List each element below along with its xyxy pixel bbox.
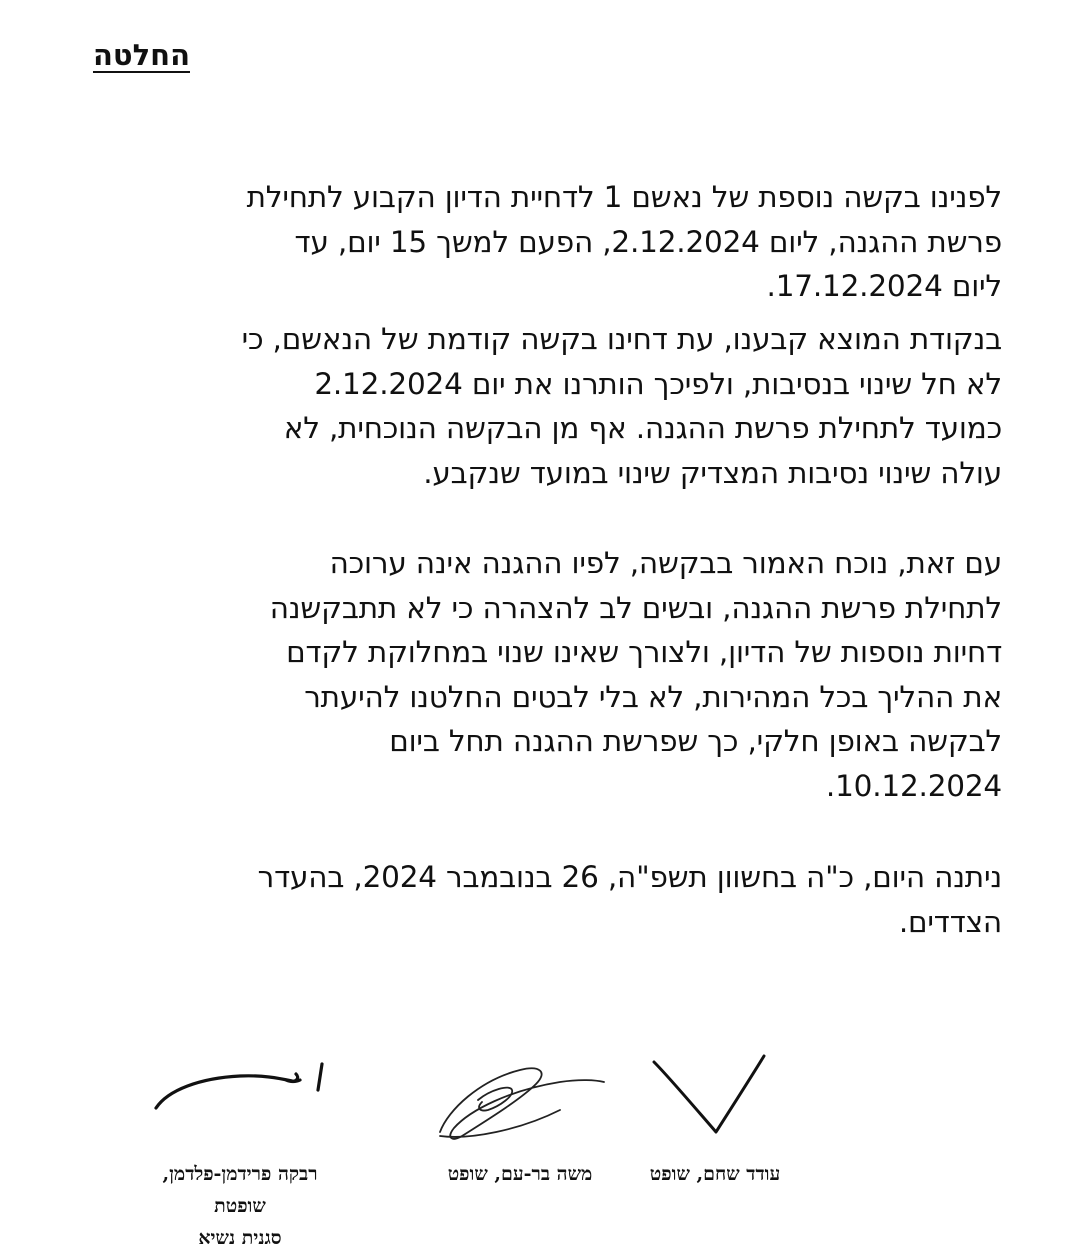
paragraph-line: הצדדים. bbox=[898, 904, 1002, 939]
judge-signature-rivka-friedman-feldman bbox=[120, 1158, 360, 1254]
paragraph-line: ליום 17.12.2024. bbox=[766, 269, 1002, 303]
paragraph-line: פרשת ההגנה, ליום 2.12.2024, הפעם למשך 15 יום, עד bbox=[294, 224, 1002, 259]
paragraph-line: בנקודת המוצא קבענו, עת דחינו בקשה קודמת של הנאשם, כי bbox=[241, 322, 1002, 356]
handwritten-signatures bbox=[0, 1040, 1080, 1150]
paragraph-request bbox=[72, 175, 1002, 309]
judge-name: רבקה פרידמן-פלדמן, bbox=[162, 1163, 318, 1185]
paragraph-line: לבקשה באופן חלקי, כך שפרשת ההגנה תחל ביום bbox=[389, 724, 1002, 758]
judge-name: עודד שחם, שופט bbox=[649, 1163, 781, 1185]
signature-judge-2 bbox=[440, 1068, 604, 1138]
judge-role: שופטת bbox=[214, 1195, 266, 1217]
paragraph-starting-point bbox=[72, 317, 1002, 495]
document-title: החלטה bbox=[92, 38, 190, 72]
judge-name: משה בר-עם, שופט bbox=[447, 1163, 593, 1185]
paragraph-line: לא חל שינוי בנסיבות, ולפיכך הותרנו את יום 2.12.2024 bbox=[314, 366, 1002, 401]
paragraph-line: דחיות נוספות של הדיון, ולצורך שאינו שנוי במחלוקת לקדם bbox=[286, 635, 1002, 669]
paragraph-line: ניתנה היום, כ"ה בחשוון תשפ"ה, 26 בנובמבר 2024, בהעדר bbox=[257, 860, 1002, 894]
signature-judge-1 bbox=[654, 1056, 764, 1132]
paragraph-ruling bbox=[72, 541, 1002, 808]
signature-judge-3 bbox=[156, 1064, 322, 1108]
paragraph-line: לתחילת פרשת ההגנה, ובשים לב להצהרה כי לא תתבקשנה bbox=[269, 590, 1002, 625]
paragraph-line: לפנינו בקשה נוספת של נאשם 1 לדחיית הדיון הקבוע לתחילת bbox=[246, 180, 1002, 214]
judge-signature-oded-shaham bbox=[630, 1158, 800, 1190]
paragraph-given-date bbox=[72, 855, 1002, 944]
paragraph-line: עולה שינוי נסיבות המצדיק שינוי במועד שנקבע. bbox=[423, 455, 1002, 490]
paragraph-line: את ההליך בכל המהירות, לא בלי לבטים החלטנו להיעתר bbox=[304, 679, 1002, 714]
paragraph-line: 10.12.2024. bbox=[825, 768, 1002, 803]
judge-title: סגנית נשיא bbox=[198, 1227, 282, 1249]
judge-signature-moshe-bar-am bbox=[405, 1158, 635, 1190]
paragraph-line: כמועד לתחילת פרשת ההגנה. אף מן הבקשה הנוכחית, לא bbox=[283, 411, 1002, 445]
paragraph-line: עם זאת, נוכח האמור בבקשה, לפיו ההגנה אינה ערוכה bbox=[329, 546, 1002, 580]
signature-block bbox=[0, 1040, 1080, 1254]
